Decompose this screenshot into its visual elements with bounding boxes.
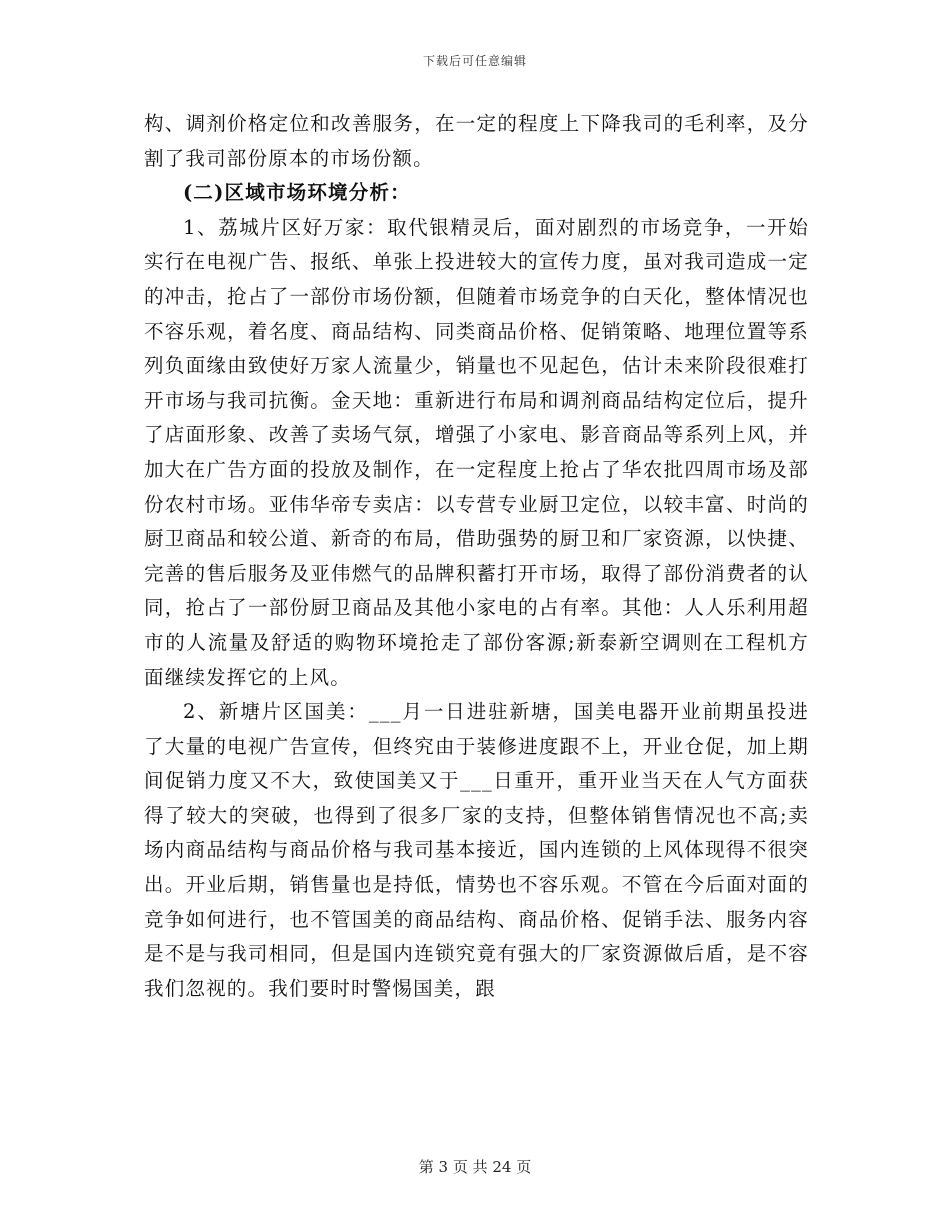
document-body [144,107,809,1006]
intro-continuation-paragraph: 构、调剂价格定位和改善服务，在一定的程度上下降我司的毛利率，及分割了我司部份原本的市场份额。 [144,112,809,170]
page-header: 下载后可任意编辑 [422,54,527,68]
page-number-footer: 第 3 页 共 24 页 [418,1158,532,1176]
section-heading: (二)区域市场环境分析： [183,181,411,205]
paragraph-xintang-district: 2、新塘片区国美：___月一日进驻新塘，国美电器开业前期虽投进了大量的电视广告宣传，但终究由于装修进度跟不上，开业仓促，加上期间促销力度又不大，致使国美又于___日重开，重开业当天在人气方面获得了较大的突破，也得到了很多厂家的支持，但整体销售情况也不高;卖场内商品结构与商品价格与我司基本接近，国内连锁的上风体现得不很突出。开业后期，销售量也是持低，情势也不容乐观。不管在今后面对面的竞争如何进行，也不管国美的商品结构、商品价格、促销手法、服务内容是不是与我司相同，但是国内连锁究竟有强大的厂家资源做后盾，是不容我们忽视的。我们要时时警惕国美，跟 [144,700,809,1000]
paragraph-licheng-district: 1、荔城片区好万家：取代银精灵后，面对剧烈的市场竞争，一开始实行在电视广告、报纸、单张上投进较大的宣传力度，虽对我司造成一定的冲击，抢占了一部份市场份额，但随着市场竞争的白天化，整体情况也不容乐观，着名度、商品结构、同类商品价格、促销策略、地理位置等系列负面缘由致使好万家人流量少，销量也不见起色，估计未来阶段很难打开市场与我司抗衡。金天地：重新进行布局和调剂商品结构定位后，提升了店面形象、改善了卖场气氛，增强了小家电、影音商品等系列上风，并加大在广告方面的投放及制作，在一定程度上抢占了华农批四周市场及部份农村市场。亚伟华帝专卖店：以专营专业厨卫定位，以较丰富、时尚的厨卫商品和较公道、新奇的布局，借助强势的厨卫和厂家资源，以快捷、完善的售后服务及亚伟燃气的品牌积蓄打开市场，取得了部份消费者的认同，抢占了一部份厨卫商品及其他小家电的占有率。其他：人人乐利用超市的人流量及舒适的购物环境抢走了部份客源;新泰新空调则在工程机方面继续发挥它的上风。 [144,215,809,689]
